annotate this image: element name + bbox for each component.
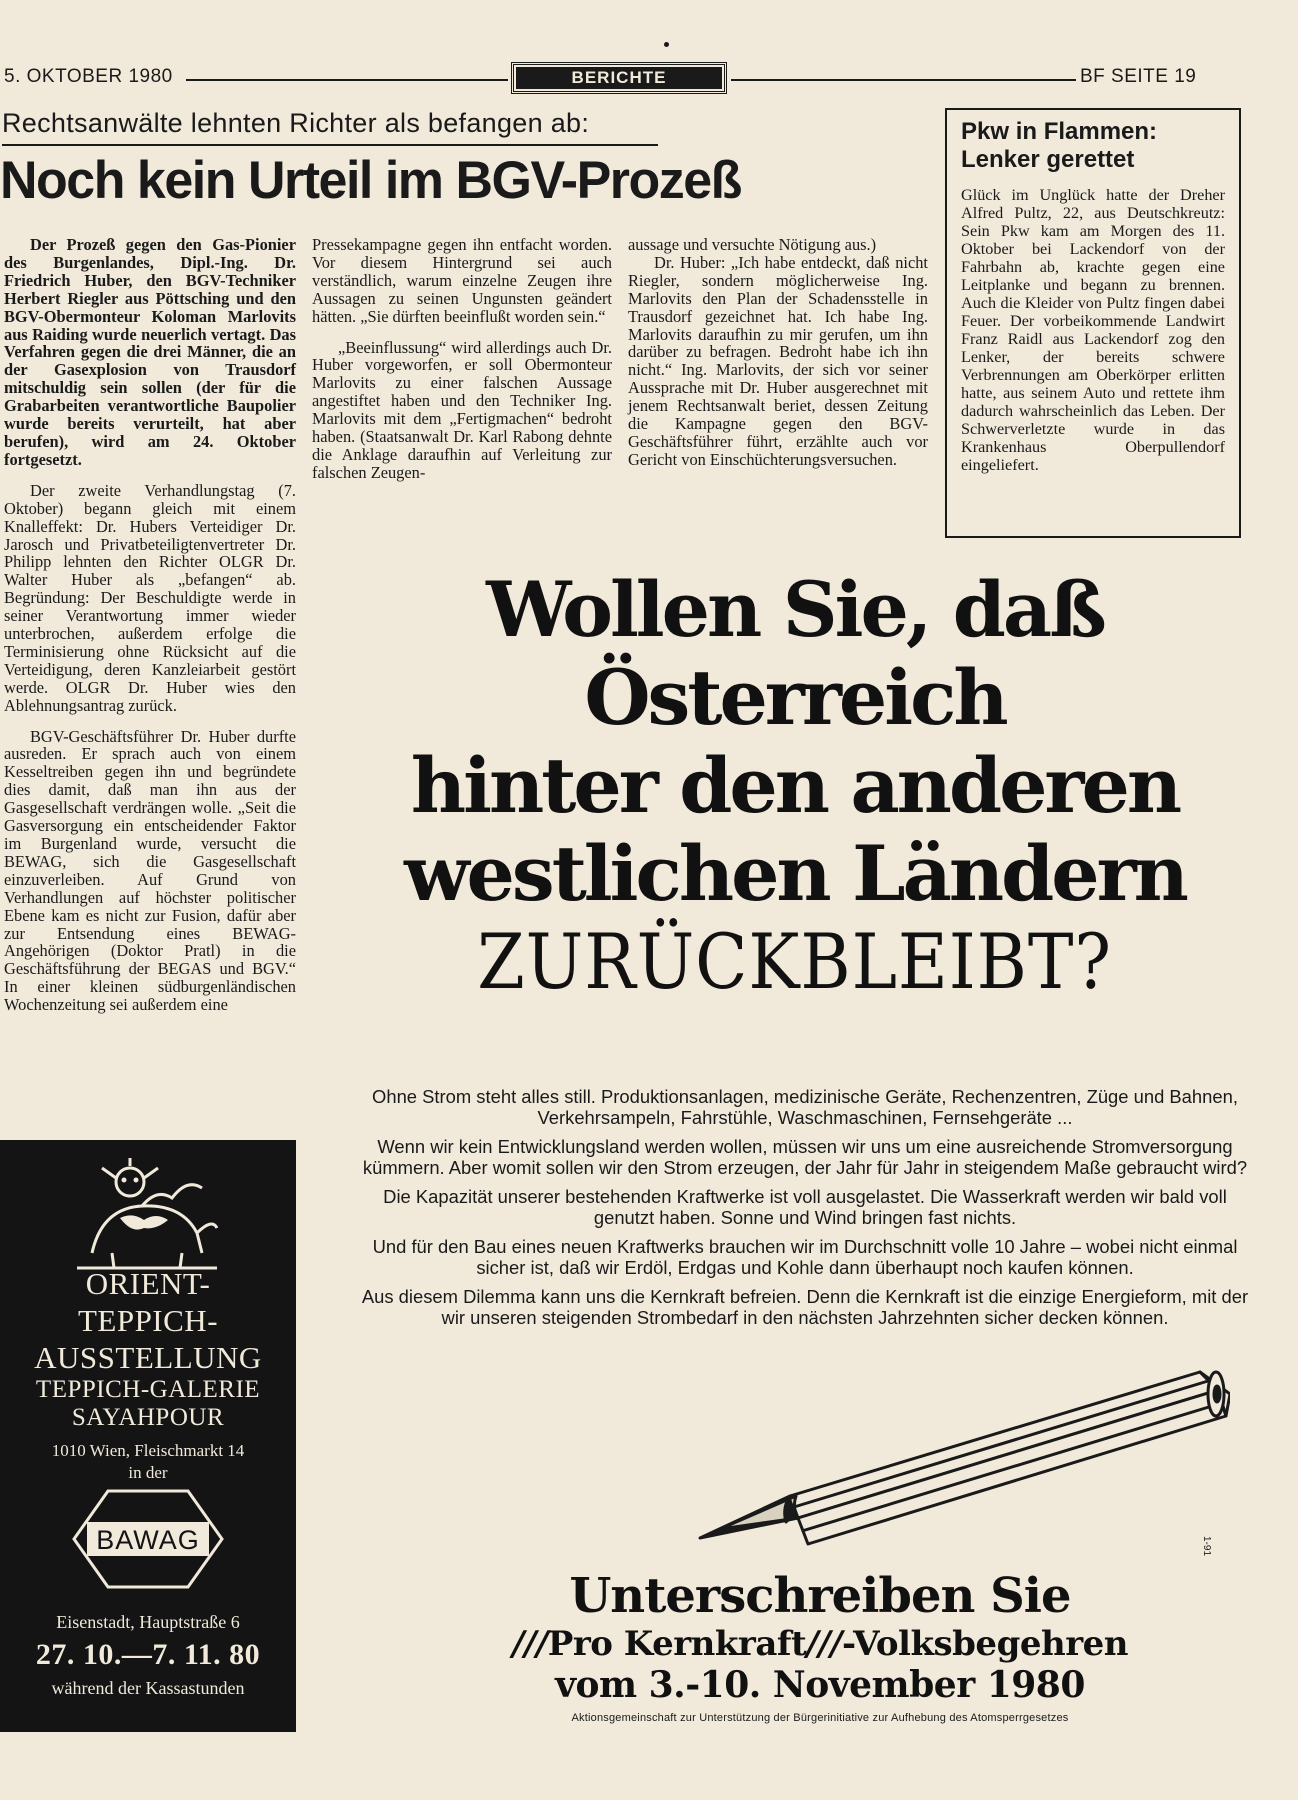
ad-code: 1-91 (1201, 1536, 1212, 1557)
lion-emblem-icon (72, 1158, 222, 1273)
article-paragraph: Der zweite Verhandlungstag (7. Oktober) begann gleich mit einem Knalleffekt: Dr. Hubers Verteidiger Dr. Jarosch und Privatbeteiligtenvertreter Dr. Philipp lehnten den Richter OLGR Dr. Walter Huber als „befangen“ ab. Begründung: Der Beschuldigte werde in seiner Verantwortung immer wieder unterbrochen, außerdem erfolge die Terminisierung ohne Rücksicht auf die Verteidigung, deren Kanzleiarbeit gestört werde. OLGR Dr. Huber wies den Ablehnungsantrag zurück. (4, 480, 296, 715)
carpet-ad (0, 1140, 296, 1732)
print-dot (664, 42, 669, 47)
bawag-logo-text: BAWAG (96, 1525, 200, 1555)
carpet-title (0, 1265, 296, 1376)
article-paragraph: Der Prozeß gegen den Gas-Pionier des Burgenlandes, Dipl.-Ing. Dr. Friedrich Huber, den BGV-Techniker Herbert Riegler aus Pöttsching und den BGV-Obermonteur Koloman Marlovits aus Raiding wurde neuerlich vertagt. Das Verfahren gegen die drei Männer, die an der Gasexplosion von Trausdorf mitschuldig sein sollen (der für die Grabarbeiten verantwortliche Baupolier wurde bereits verurteilt, hat aber berufen), wird am 24. Oktober fortgesetzt. (4, 235, 296, 469)
exhibition-dates: 27. 10.—7. 11. 80 (35, 1638, 261, 1671)
article-paragraph: BGV-Geschäftsführer Dr. Huber durfte ausreden. Er sprach auch von einem Kesseltreiben gegen ihn und begründete dies damit, daß man ihn aus der Gasgesellschaft verdrängen wolle. „Seit die Gasversorgung ein entscheidender Faktor im Burgenland wurde, versucht die BEWAG, sich die Gasgesellschaft einzuverleiben. Auf Grund von Verhandlungen auf höchster politischer Ebene kam es nicht zur Fusion, dafür aber zur Entsendung eines BEWAG-Angehörigen (Doktor Pratl) in die Geschäftsführung der BEGAS und BGV.“ In einer kleinen südburgenländischen Wochenzeitung sei außerdem eine (4, 726, 296, 1015)
headline-line: Österreich (584, 653, 1006, 742)
article-paragraph: „Beeinflussung“ wird allerdings auch Dr. Huber vorgeworfen, er soll Obermonteur Marlovits zu einer falschen Aussage angestiftet haben und den Techniker Ing. Marlovits mit dem „Fertigmachen“ bedroht haben. (Staatsanwalt Dr. Karl Rabong dehnte die Anklage daraufhin auf Verleitung zur falschen Zeugen- (312, 337, 612, 482)
signoff-campaign: Pro Kernkraft (547, 1624, 807, 1664)
signoff-line-3: vom 3.-10. November 1980 (555, 1664, 1085, 1706)
box-title-line-2: Lenker gerettet (961, 146, 1135, 173)
article-column-3 (628, 236, 928, 482)
ad-paragraph: Ohne Strom steht alles still. Produktionsanlagen, medizinische Geräte, Rechenzentren, Züge und Bahnen, Verkehrsampeln, Fahrstühle, Waschmaschinen, Fernsehgeräte ... (372, 1086, 1238, 1128)
news-box (945, 108, 1241, 538)
ad-sponsor-line: Aktionsgemeinschaft zur Unterstützung der Bürgerinitiative zur Aufhebung des Atomsperrgesetzes (571, 1712, 1069, 1724)
article-paragraph: Dr. Huber: „Ich habe entdeckt, daß nicht Riegler, sondern möglicherweise Ing. Marlovits den Plan der Schadensstelle in Trausdorf gezeichnet hat. Ich habe Ing. Marlovits daraufhin zu mir gerufen, um ihn darüber zu befragen. Bedroht habe ich ihn nicht.“ Ing. Marlovits, der sich vor seiner Aussprache mit Dr. Huber ausgerechnet mit jenem Rechtsanwalt beriet, dessen Zeitung die Kampagne gegen den BGV-Geschäftsführer führt, erzählte auch vor Gericht von Einschüchterungsversuchen. (628, 252, 928, 469)
header-rule-right (731, 79, 1076, 81)
article-kicker: Rechtsanwälte lehnten Richter als befangen ab: (2, 108, 590, 138)
bawag-logo (71, 1488, 225, 1590)
pencil-icon (690, 1368, 1230, 1548)
ad-paragraph: Aus diesem Dilemma kann uns die Kernkraft befreien. Denn die Kernkraft ist die einzige Energieform, mit der wir unseren steigenden Strombedarf in den nächsten Jahrzehnten sicher decken können. (361, 1286, 1249, 1328)
headline-line: westlichen Ländern (404, 829, 1186, 918)
box-text: Glück im Unglück hatte der Dreher Alfred Pultz, 22, aus Deutschkreutz: Sein Pkw kam am Morgen des 11. Oktober bei Lackendorf von der Fahrbahn ab, krachte gegen eine Leitplanke und begann zu brennen. Auch die Kleider von Pultz fingen dabei Feuer. Der vorbeikommende Landwirt Franz Raidl aus Lackendorf zog den Lenker, der bereits schwere Verbrennungen am Oberkörper erlitten hatte, aus seinem Auto und rettete ihm dadurch wahrscheinlich das Leben. Der Schwerverletzte wurde in das Krankenhaus Oberpullendorf eingeliefert. (961, 186, 1225, 474)
article-column-1 (4, 236, 296, 1027)
ad-paragraph: Und für den Bau eines neuen Kraftwerks brauchen wir im Durchschnitt volle 10 Jahre – wobei nicht einmal sicher ist, daß wir Erdöl, Erdgas und Kohle dann überhaupt noch kaufen können. (372, 1236, 1238, 1278)
article-paragraph: aussage und versuchte Nötigung aus.) (628, 235, 877, 254)
signoff-line-1: Unterschreiben Sie (569, 1568, 1071, 1624)
address-line: 1010 Wien, Fleischmarkt 14 (51, 1441, 245, 1460)
article-headline: Noch kein Urteil im BGV-Prozeß (0, 151, 741, 210)
headline-line: Wollen Sie, daß (486, 565, 1104, 654)
box-title (961, 118, 1225, 174)
nuclear-ad-body (360, 1086, 1250, 1336)
headline-line: hinter den anderen (410, 741, 1180, 830)
carpet-title-line: TEPPICH- (77, 1303, 219, 1338)
issue-date: 5. OKTOBER 1980 (4, 66, 173, 87)
carpet-title-line: ORIENT- (85, 1266, 211, 1301)
gallery-name (0, 1376, 296, 1432)
ad-paragraph: Wenn wir kein Entwicklungsland werden wollen, müssen wir uns um eine ausreichende Stromversorgung kümmern. Aber womit sollen wir den Strom erzeugen, der Jahr für Jahr in steigendem Maße gebraucht wird? (362, 1136, 1248, 1178)
gallery-name-line: SAYAHPOUR (71, 1404, 225, 1431)
exhibition-hours: während der Kassastunden (51, 1678, 245, 1698)
article-paragraph: Pressekampagne gegen ihn entfacht worden. Vor diesem Hintergrund sei auch verständlich, warum einzelne Zeugen ihre Aussagen zu seinen Ungunsten geändert hätten. „Sie dürften beeinflußt worden sein.“ (312, 235, 612, 326)
section-label-text: BERICHTE (516, 67, 722, 89)
page-number: BF SEITE 19 (1080, 66, 1197, 87)
slash-mark: /// (512, 1624, 548, 1664)
exhibition-location: Eisenstadt, Hauptstraße 6 (56, 1612, 240, 1632)
signoff-line-2 (420, 1624, 1220, 1664)
address-line: in der (128, 1463, 168, 1482)
slash-mark: /// (806, 1624, 842, 1664)
header-rule-left (186, 79, 508, 81)
box-title-line-1: Pkw in Flammen: (961, 118, 1158, 145)
nuclear-ad-signoff (420, 1568, 1220, 1706)
headline-line: ZURÜCKBLEIBT? (477, 917, 1113, 1006)
article-column-2 (312, 236, 612, 495)
carpet-title-line: AUSSTELLUNG (34, 1340, 262, 1375)
gallery-address (0, 1440, 296, 1484)
nuclear-ad-headline (300, 566, 1290, 1006)
gallery-name-line: TEPPICH-GALERIE (35, 1376, 261, 1403)
kicker-rule (2, 144, 658, 146)
ad-paragraph: Die Kapazität unserer bestehenden Kraftwerke ist voll ausgelastet. Die Wasserkraft werden wir bald voll genutzt haben. Sonne und Wind bringen fast nichts. (383, 1186, 1227, 1228)
signoff-campaign-end: -Volksbegehren (841, 1624, 1128, 1664)
section-label (511, 62, 727, 94)
